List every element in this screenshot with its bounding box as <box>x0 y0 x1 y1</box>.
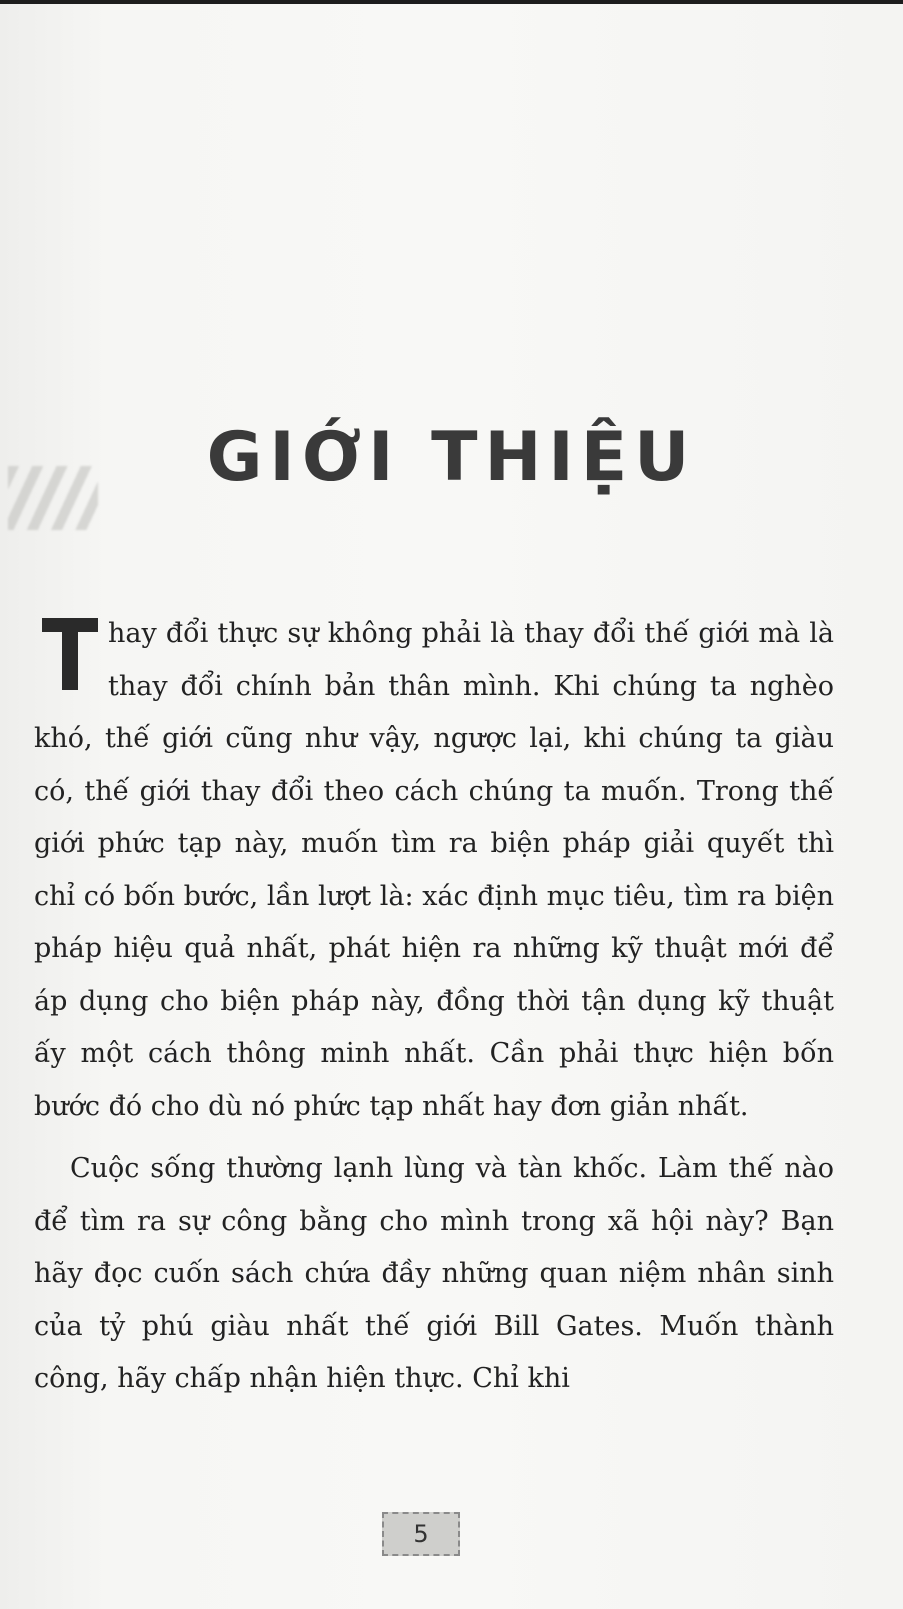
paragraph-1-text: hay đổi thực sự không phải là thay đổi thế giới mà là thay đổi chính bản thân mình. Khi chúng ta nghèo khó, thế giới cũng như vậy, ngược lại, khi chúng ta giàu có, thế giới thay đổi theo cách chúng ta muốn. Trong thế giới phức tạp này, muốn tìm ra biện pháp giải quyết thì chỉ có bốn bước, lần lượt là: xác định mục tiêu, tìm ra biện pháp hiệu quả nhất, phát hiện ra những kỹ thuật mới để áp dụng cho biện pháp này, đồng thời tận dụng kỹ thuật ấy một cách thông minh nhất. Cần phải thực hiện bốn bước đó cho dù nó phức tạp nhất hay đơn giản nhất. <box>34 618 834 1122</box>
paragraph-1 <box>34 608 834 1133</box>
body-text <box>34 608 834 1406</box>
dropcap-stem <box>62 618 78 690</box>
chapter-heading: GIỚI THIỆU <box>206 418 697 497</box>
page-top-edge <box>0 0 903 4</box>
dropcap-letter <box>42 618 43 619</box>
dropcap <box>42 618 100 692</box>
page-number: 5 <box>382 1512 460 1556</box>
paragraph-2: Cuộc sống thường lạnh lùng và tàn khốc. Làm thế nào để tìm ra sự công bằng cho mình trong xã hội này? Bạn hãy đọc cuốn sách chứa đầy những quan niệm nhân sinh của tỷ phú giàu nhất thế giới Bill Gates. Muốn thành công, hãy chấp nhận hiện thực. Chỉ khi <box>34 1153 834 1394</box>
